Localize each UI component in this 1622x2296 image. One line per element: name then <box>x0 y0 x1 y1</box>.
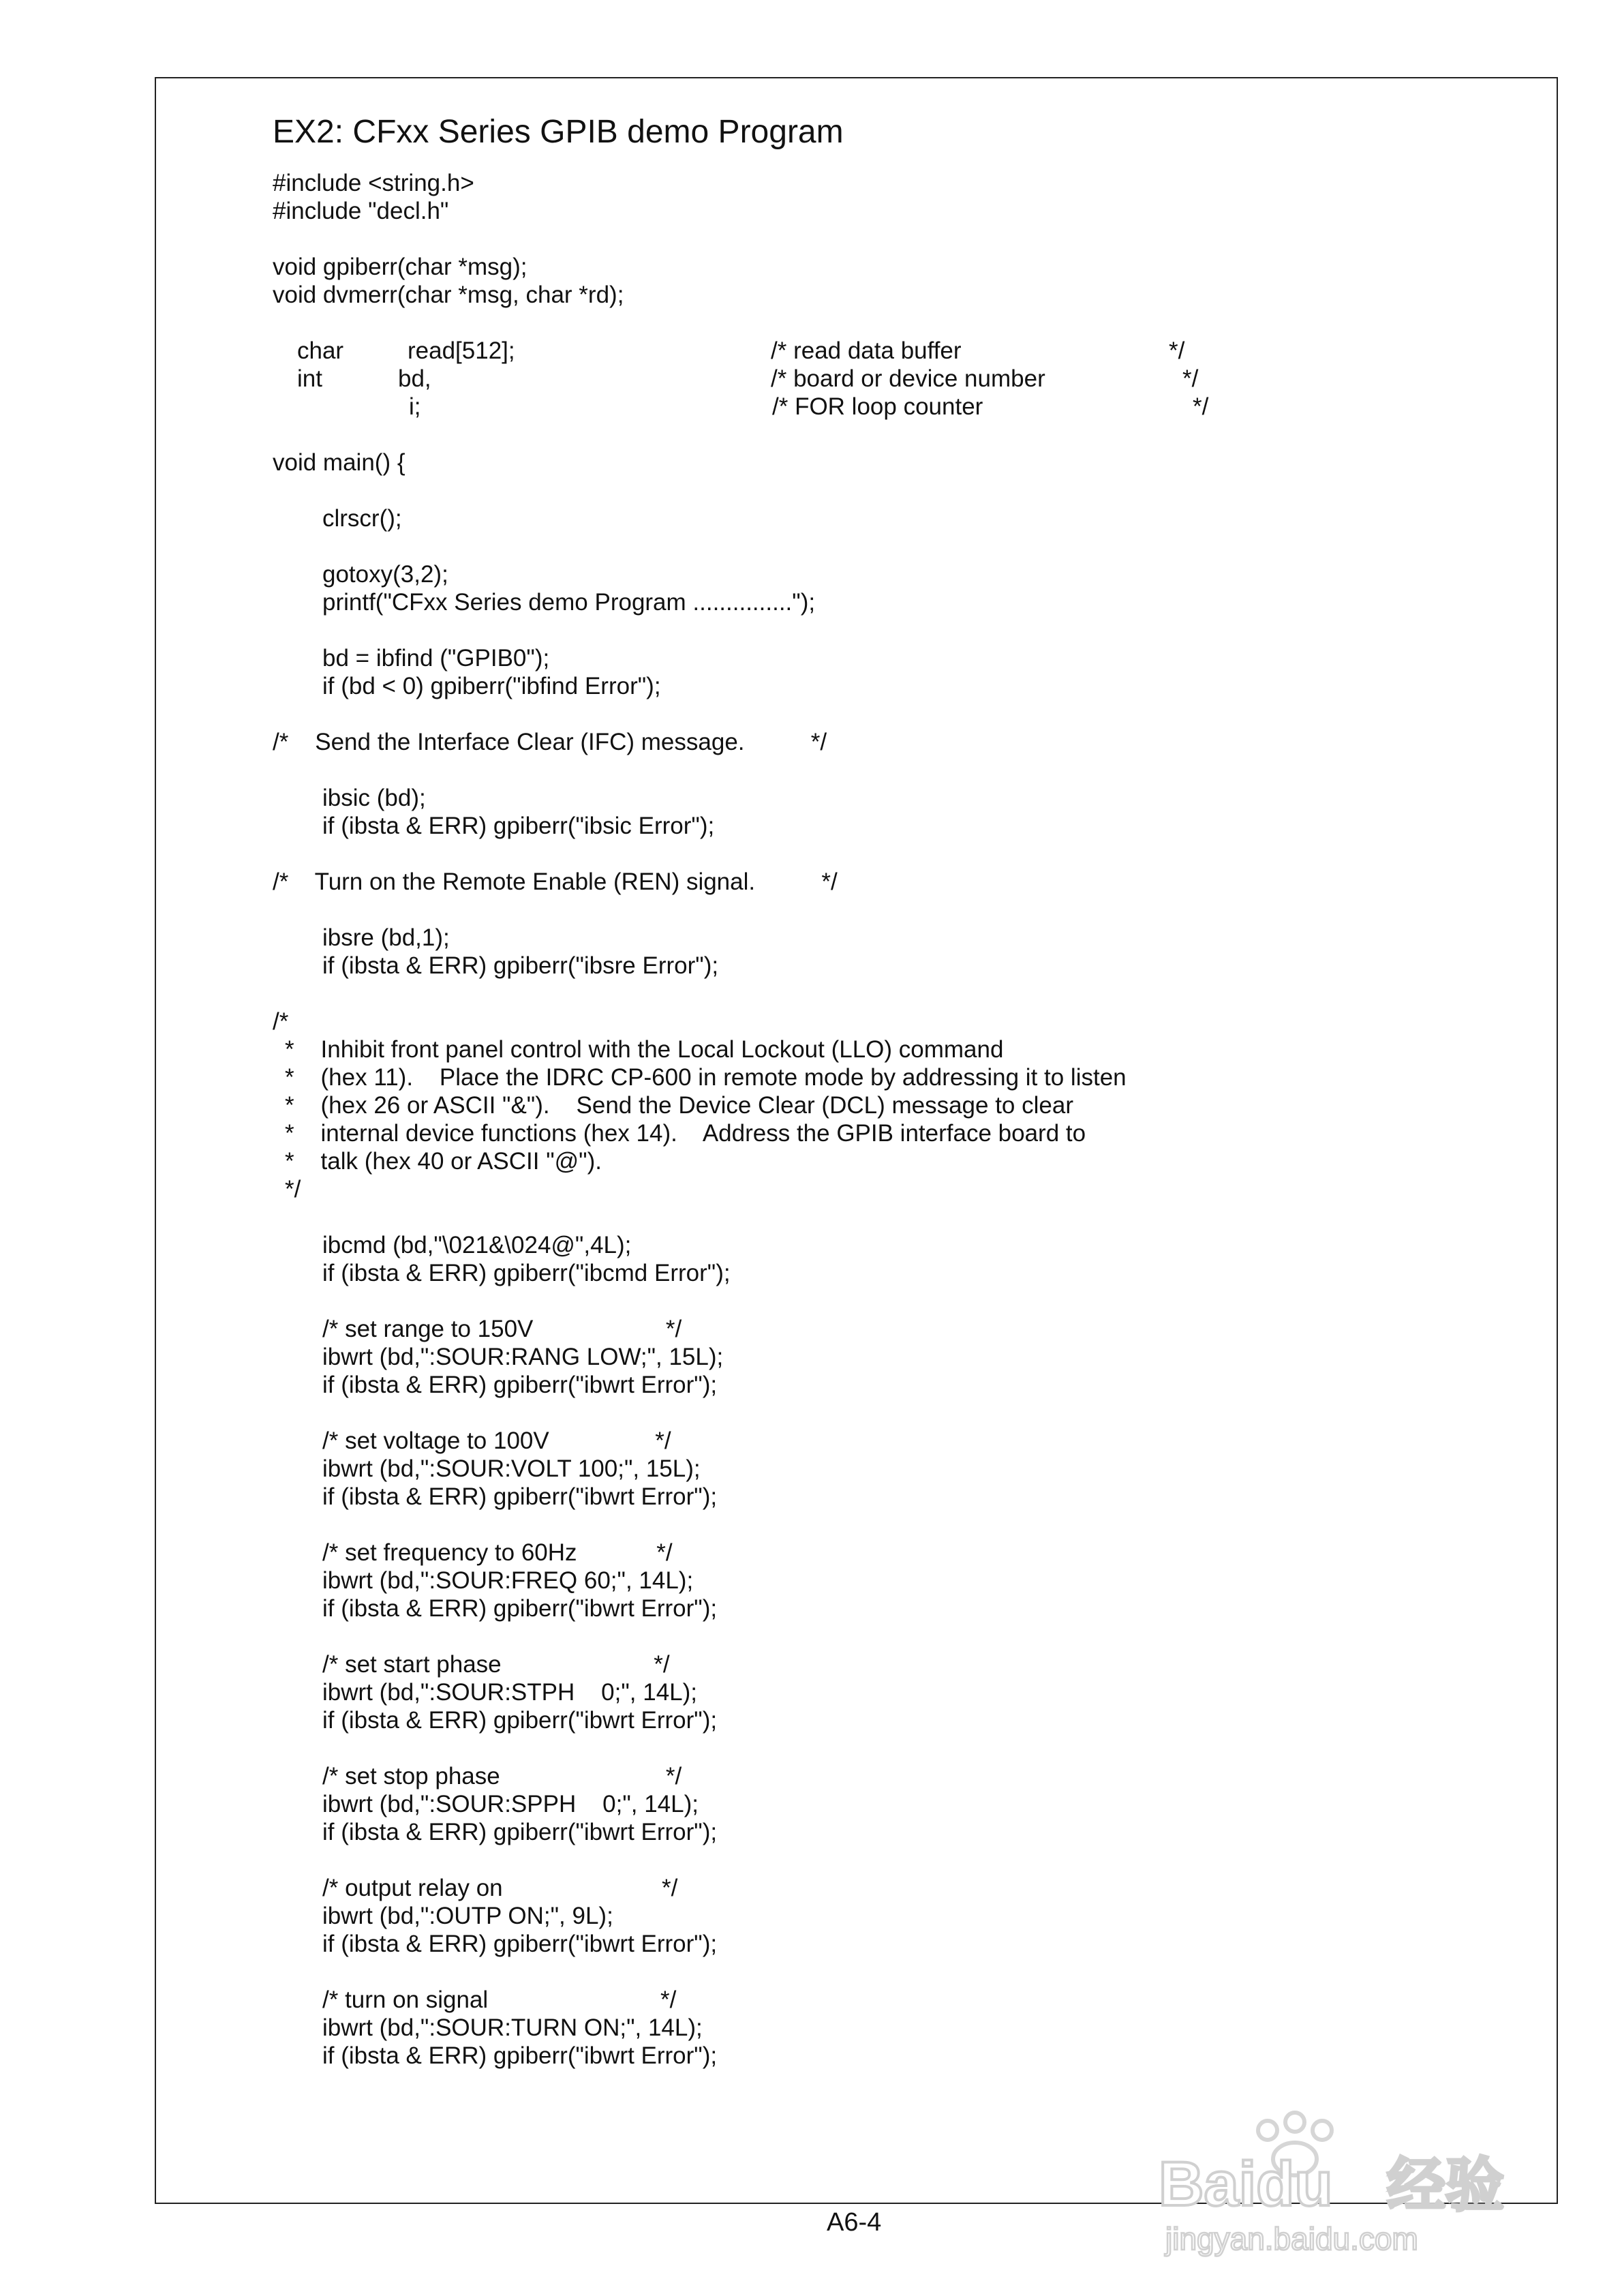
code-line: ibcmd (bd,"\021&\024@",4L); <box>322 1232 632 1258</box>
code-line: if (ibsta & ERR) gpiberr("ibwrt Error"); <box>322 1931 718 1957</box>
code-line: ibwrt (bd,":SOUR:VOLT 100;", 15L); <box>322 1455 701 1482</box>
code-line: void gpiberr(char *msg); <box>273 254 527 280</box>
code-line: clrscr(); <box>322 505 402 532</box>
code-line: */ <box>285 1176 301 1203</box>
code-line: /* turn on signal */ <box>322 1987 677 2013</box>
code-line: ibsic (bd); <box>322 785 426 811</box>
code-line: ibwrt (bd,":OUTP ON;", 9L); <box>322 1903 613 1929</box>
code-line: * (hex 11). Place the IDRC CP-600 in remote mode by addressing it to listen <box>285 1064 1127 1091</box>
code-line: /* set frequency to 60Hz */ <box>322 1539 673 1566</box>
code-line: * Inhibit front panel control with the Local Lockout (LLO) command <box>285 1036 1004 1063</box>
code-line: char <box>297 337 344 364</box>
code-line: if (ibsta & ERR) gpiberr("ibcmd Error"); <box>322 1260 731 1286</box>
code-line: ibwrt (bd,":SOUR:TURN ON;", 14L); <box>322 2014 703 2041</box>
code-line: /* board or device number <box>771 365 1045 392</box>
code-line: if (ibsta & ERR) gpiberr("ibsic Error"); <box>322 813 715 839</box>
code-line: if (ibsta & ERR) gpiberr("ibwrt Error"); <box>322 1372 718 1398</box>
code-line: read[512]; <box>408 337 515 364</box>
paw-toe-icon <box>1258 2121 1277 2140</box>
code-line: */ <box>1182 365 1199 392</box>
code-line: ibwrt (bd,":SOUR:SPPH 0;", 14L); <box>322 1791 699 1817</box>
code-line: int <box>297 365 322 392</box>
code-line: * internal device functions (hex 14). Address the GPIB interface board to <box>285 1120 1086 1147</box>
page-number: A6-4 <box>827 2208 882 2237</box>
code-line: if (ibsta & ERR) gpiberr("ibsre Error"); <box>322 952 719 979</box>
code-line: /* set start phase */ <box>322 1651 670 1678</box>
code-line: /* <box>273 1008 289 1035</box>
code-line: */ <box>1169 337 1185 364</box>
code-line: printf("CFxx Series demo Program ..............."); <box>322 589 816 616</box>
code-line: if (ibsta & ERR) gpiberr("ibwrt Error"); <box>322 1483 718 1510</box>
code-line: void main() { <box>273 449 406 476</box>
code-line: if (bd < 0) gpiberr("ibfind Error"); <box>322 673 661 699</box>
code-line: if (ibsta & ERR) gpiberr("ibwrt Error"); <box>322 1595 718 1622</box>
code-line: ibwrt (bd,":SOUR:RANG LOW;", 15L); <box>322 1344 724 1370</box>
code-line: #include "decl.h" <box>273 198 449 224</box>
baidu-jingyan-watermark <box>1159 2103 1540 2267</box>
code-line: ibwrt (bd,":SOUR:STPH 0;", 14L); <box>322 1679 698 1706</box>
code-line: /* set range to 150V */ <box>322 1316 682 1342</box>
code-line: bd, <box>398 365 431 392</box>
code-line: /* read data buffer <box>771 337 962 364</box>
watermark-url: jingyan.baidu.com <box>1165 2221 1418 2256</box>
code-line: void dvmerr(char *msg, char *rd); <box>273 282 624 308</box>
code-line: /* Send the Interface Clear (IFC) message. */ <box>273 729 827 755</box>
code-line: * (hex 26 or ASCII "&"). Send the Device Clear (DCL) message to clear <box>285 1092 1073 1119</box>
code-line: i; <box>409 393 421 420</box>
code-line: if (ibsta & ERR) gpiberr("ibwrt Error"); <box>322 1819 718 1845</box>
code-line: * talk (hex 40 or ASCII "@"). <box>285 1148 602 1175</box>
code-line: #include <string.h> <box>273 170 474 196</box>
code-line: /* set voltage to 100V */ <box>322 1428 671 1454</box>
page-title: EX2: CFxx Series GPIB demo Program <box>273 114 844 150</box>
code-line: /* output relay on */ <box>322 1875 678 1901</box>
code-line: /* Turn on the Remote Enable (REN) signal. */ <box>273 868 838 895</box>
code-line: if (ibsta & ERR) gpiberr("ibwrt Error"); <box>322 2042 718 2069</box>
code-line: /* FOR loop counter <box>772 393 983 420</box>
code-line: bd = ibfind ("GPIB0"); <box>322 645 550 671</box>
code-line: ibsre (bd,1); <box>322 924 450 951</box>
code-line: gotoxy(3,2); <box>322 561 448 588</box>
code-line: /* set stop phase */ <box>322 1763 682 1789</box>
watermark-brand: Baidu <box>1159 2149 1333 2219</box>
code-line: */ <box>1193 393 1209 420</box>
watermark-cn: 经验 <box>1387 2151 1504 2220</box>
code-line: if (ibsta & ERR) gpiberr("ibwrt Error"); <box>322 1707 718 1734</box>
code-line: ibwrt (bd,":SOUR:FREQ 60;", 14L); <box>322 1567 694 1594</box>
